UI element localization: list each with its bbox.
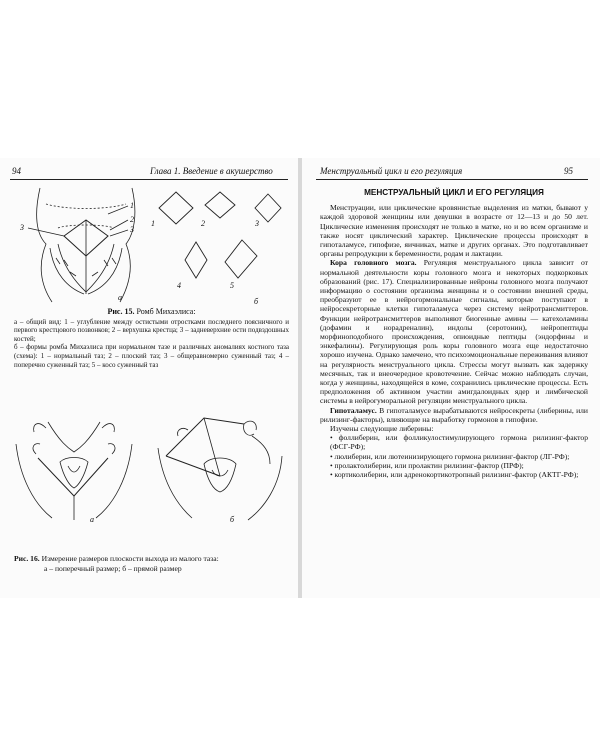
fig15-label-3-right: 3 [130, 225, 134, 234]
running-head-left: Глава 1. Введение в акушерство [150, 166, 273, 176]
rhombus-label-5: 5 [230, 281, 234, 290]
fig16-label-a: а [90, 515, 94, 524]
rhombus-2 [205, 192, 235, 218]
rhombus-label-3: 3 [255, 219, 259, 228]
figure-16 [8, 408, 290, 526]
bullet-item: • люлиберин, или лютеинизирующего гормона рилизинг-фактор (ЛГ-РФ); [330, 451, 570, 461]
pelvic-outlet-measurement-illustration [8, 408, 290, 526]
running-head-right: Менструальный цикл и его регуляция [320, 166, 463, 176]
fig15-caption-title-rest: Ромб Михаэлиса: [136, 307, 196, 316]
paragraph-3 [320, 406, 588, 424]
right-page-body [320, 188, 588, 479]
fig15-label-a: а [118, 293, 122, 302]
rhombus-4 [185, 242, 207, 278]
rhombus-label-2: 2 [201, 219, 205, 228]
fig15-caption-line-b: б – формы ромба Михаэлиса при нормальном тазе и различных аномалиях костного таза (схема): 1 – нормальный таз; 2 – плоский таз; 3 – общеравномерно суженный таз; 4 – поперечно суженный таз; 5 – косо суженный таз [14, 343, 289, 369]
rhombus-1 [159, 192, 193, 224]
figure-16-caption [14, 554, 289, 574]
paragraph-2-lead: Кора головного мозга. [330, 258, 417, 268]
figure-15 [6, 184, 291, 306]
book-spread [0, 158, 600, 598]
section-heading: МЕНСТРУАЛЬНЫЙ ЦИКЛ И ЕГО РЕГУЛЯЦИЯ [364, 188, 544, 197]
fig16-caption-title: Рис. 16. [14, 554, 40, 563]
fig16-label-b: б [230, 515, 235, 524]
rhombus-5 [225, 240, 257, 278]
bullet-item: • кортиколиберин, или адренокортикотропный рилизинг-фактор (АКТГ-РФ); [330, 470, 579, 480]
page-number-right: 95 [564, 166, 573, 176]
back-figure-drawing [28, 188, 135, 302]
rhombus-shapes [159, 192, 281, 278]
fig15-label-2: 2 [130, 215, 134, 224]
fig15-label-3-left: 3 [20, 223, 24, 232]
paragraph-1: Менструации, или циклические кровянистые выделения из матки, бывают у каждой здоровой женщины или девушки в возрасте от 12—13 и до 50 лет. Циклические изменения происходят не только в матке, но и во всем организме и также носят циклический характер. Циклические процессы происходят в гипоталамусе, гипофизе, яичниках, матке и других органах. Это подготавливает органы репродукции к беременности, родам и лактации. [320, 203, 588, 259]
fig16-caption-line: а – поперечный размер; б – прямой размер [44, 564, 182, 573]
fig15-label-b: б [254, 297, 259, 306]
paragraph-2-text: Регуляция менструального цикла зависит от нормальной деятельности коры головного мозга и некоторых подкорковых образований (рис. 17). Специализированные нейроны головного мозга получают информацию о состоянии организма женщины и о состоянии внешней среды, преобразуют ее в нейрогормональные сигналы, которые поступают в нейросекреторные клетки гипоталамуса через систему нейротрансмиттеров. Функции нейротрансмиттеров выполняют биогенные амины — катехоламины (дофамин и норадреналин), индолы (серотонин), нейропептиды морфиноподобного происхождения, опиоидные пептиды (эндорфины и энкефалины). Регулирующая роль коры головного мозга еще недостаточно хорошо изучена. Однако замечено, что психоэмоциональные переживания влияют на регулярность менструального цикла. Стрессы могут вызвать как задержку месячных, так и внеочередное кровотечение. Сейчас можно наблюдать случаи, когда у женщины, находящейся в коме, сохранились циклические процессы. Есть предположения об активном участии амигдалоидных ядер и лимбической системы в нейрогуморальной регуляции менструального цикла. [320, 258, 588, 406]
header-rule-right [316, 179, 588, 180]
left-page [0, 158, 298, 598]
fig15-label-1: 1 [130, 201, 134, 210]
paragraph-2 [320, 258, 588, 405]
rhombus-3 [255, 194, 281, 222]
paragraph-4: Изучены следующие либерины: [330, 424, 434, 434]
fig15-caption-line-a: а – общий вид: 1 – углубление между остистыми отростками последнего поясничного и первого крестцового позвонков; 2 – верхушка крестца; 3 – задневерхние ости подвздошных костей; [14, 317, 289, 343]
header-rule-left [10, 179, 288, 180]
page-number-left: 94 [12, 166, 21, 176]
rhombus-label-1: 1 [151, 219, 155, 228]
fig16-caption-title-rest: Измерение размеров плоскости выхода из малого таза: [41, 554, 219, 563]
paragraph-3-lead: Гипоталамус. [330, 405, 377, 415]
bullet-item: • пролактолиберин, или пролактин рилизинг-фактор (ПРФ); [330, 460, 524, 470]
fig16-drawing-a [16, 422, 132, 520]
michaelis-rhombus-illustration [6, 184, 291, 306]
fig16-drawing-b [158, 418, 282, 520]
rhombus-label-4: 4 [177, 281, 181, 290]
fig15-caption-title: Рис. 15. [107, 307, 135, 316]
right-page [302, 158, 600, 598]
paragraph-3-text: В гипоталамусе вырабатываются нейросекреты (либерины, или рилизинг-факторы), влияющие на выработку гормонов в гипофизе. [320, 405, 588, 424]
figure-15-caption [14, 308, 289, 369]
bullet-item: • фоллиберин, или фолликулостимулирующего гормона рилизинг-фактор (ФСГ-РФ); [330, 433, 588, 452]
